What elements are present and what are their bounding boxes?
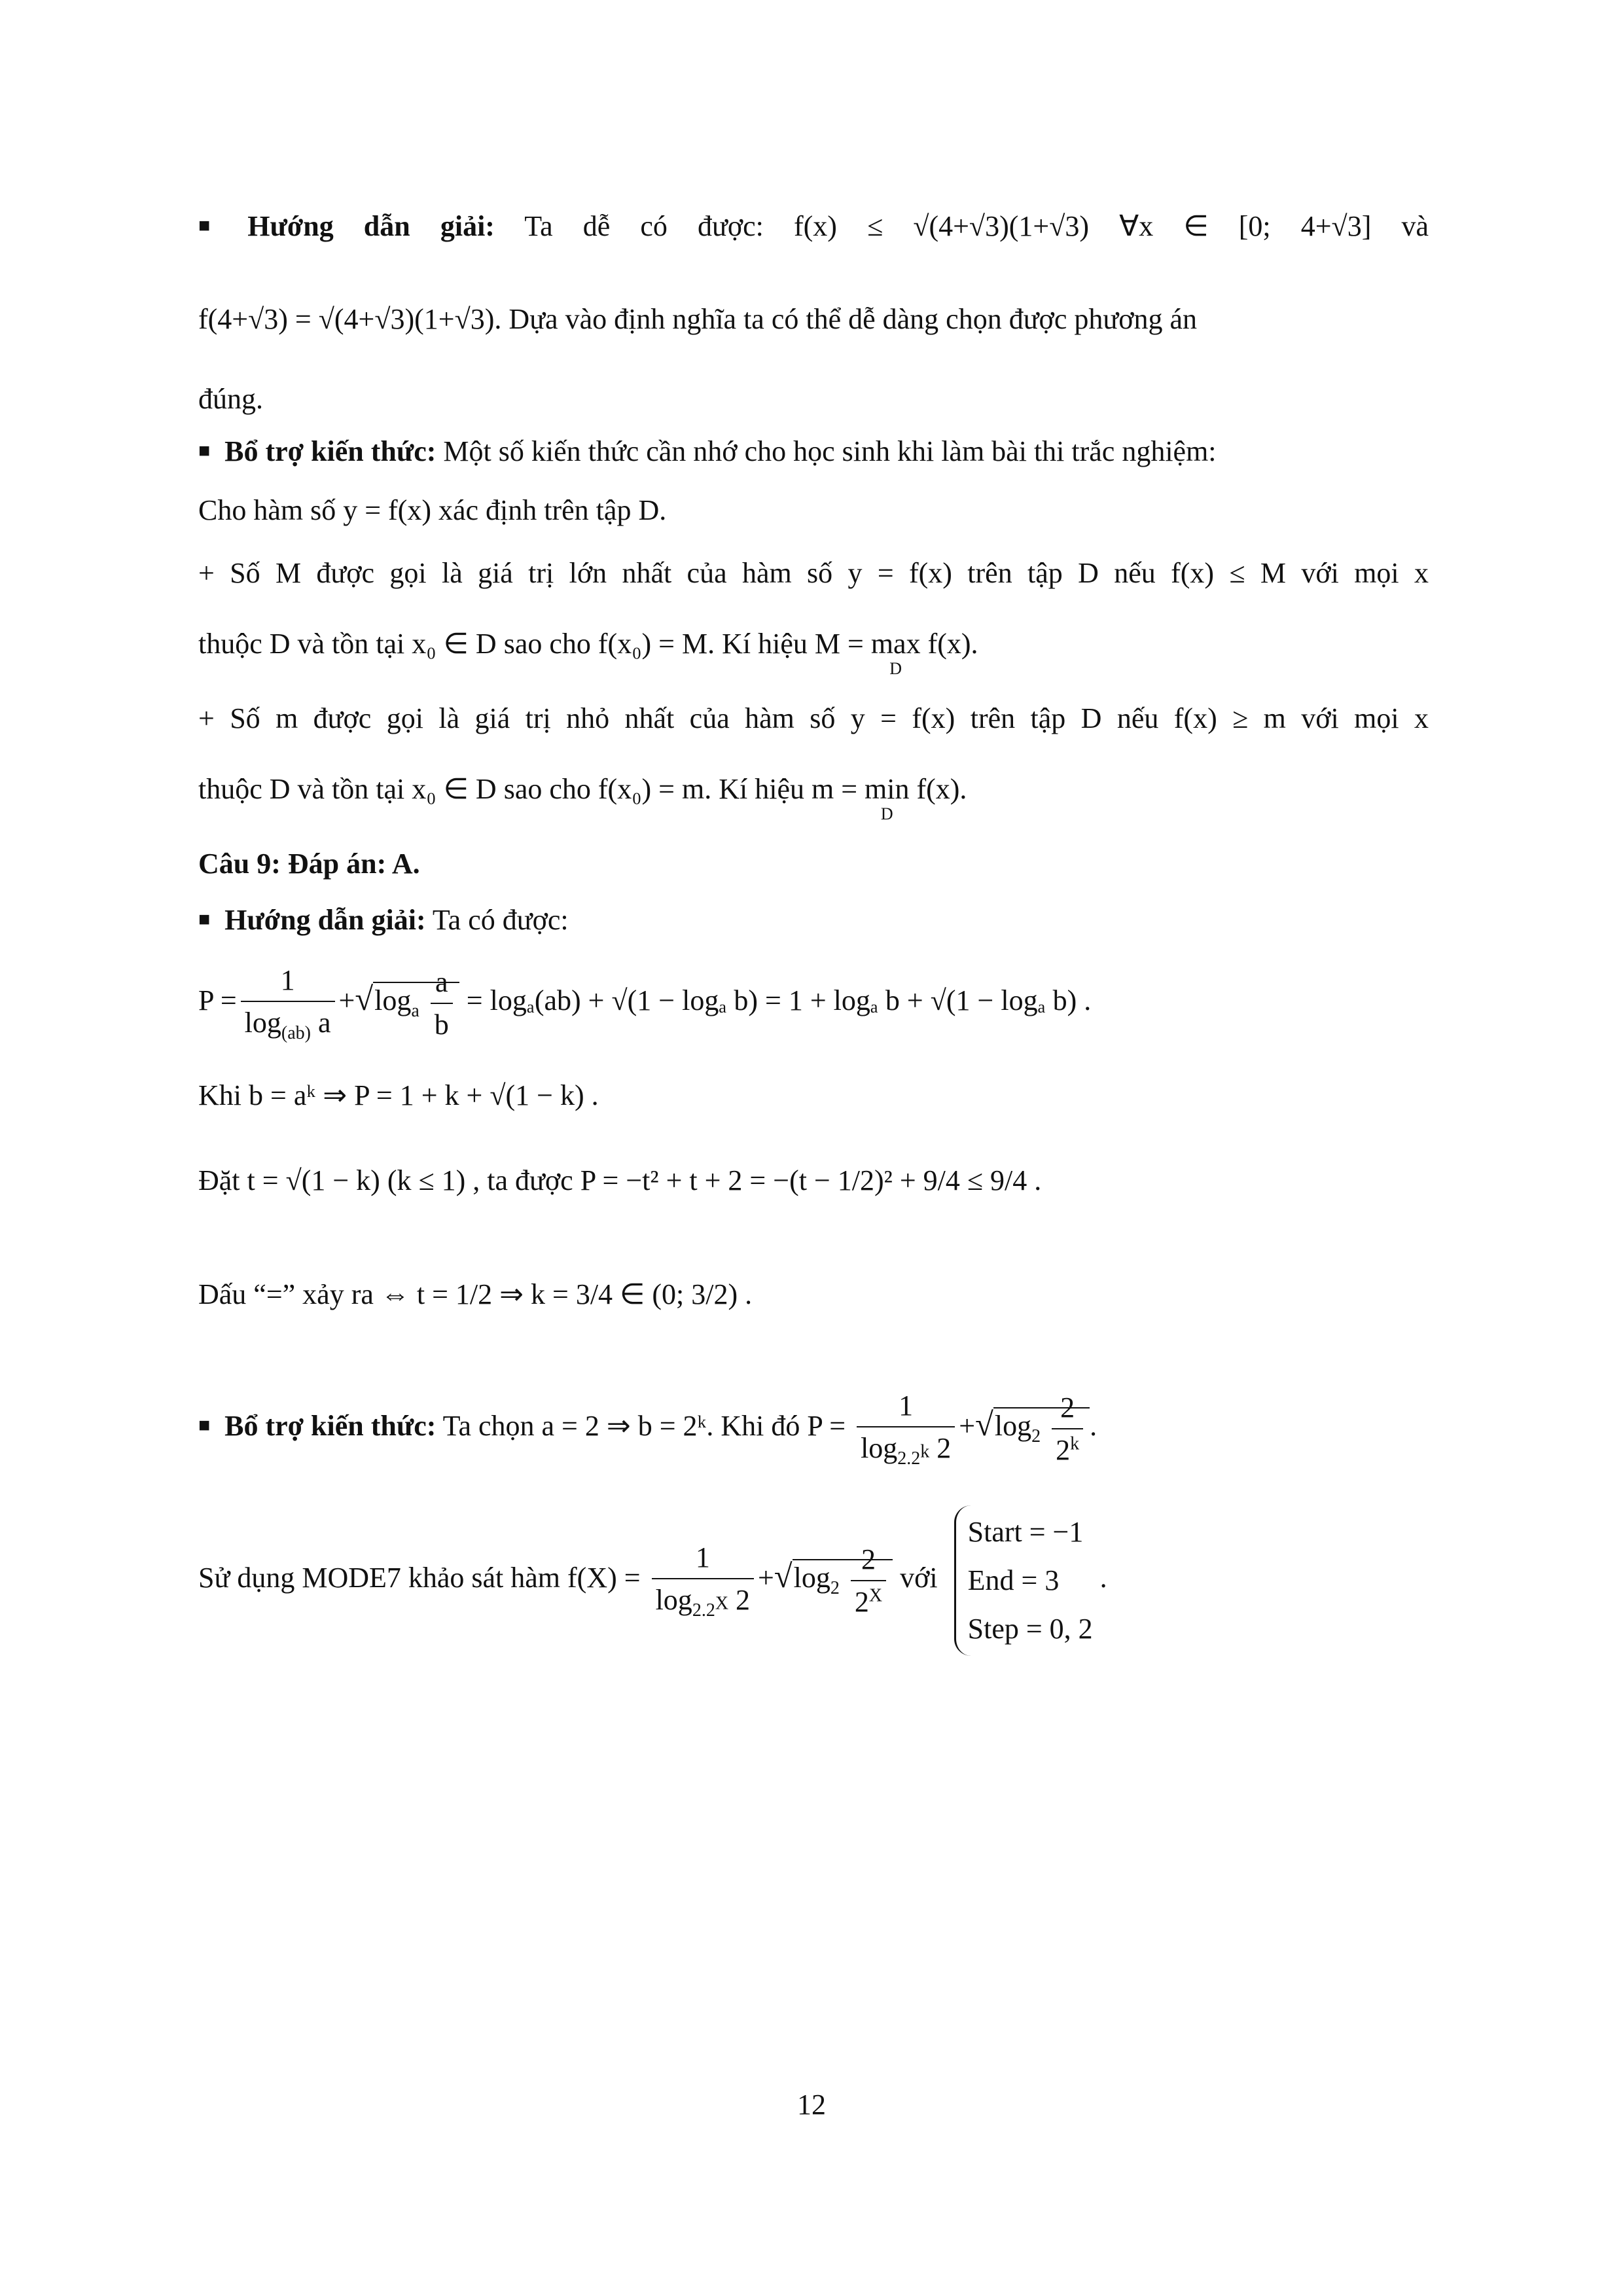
max-operator — [870, 626, 921, 678]
hd1-line1 — [198, 208, 1429, 244]
dau-line: Dấu “=” xảy ra ⇔ t = 1/2 ⇒ k = 3/4 ∈ (0; 3/2) . — [198, 1278, 753, 1310]
hd2-text: Ta có được: — [432, 904, 569, 936]
cau9-heading: Câu 9: Đáp án: A. — [198, 848, 420, 880]
mode7-voi: với — [900, 1562, 938, 1594]
p-expr-tail: = logₐ(ab) + √(1 − logₐ b) = 1 + logₐ b + √(1 − logₐ b) . — [466, 984, 1092, 1016]
p-frac: $\frac{1}{\log_{(ab)} a}$ — [241, 962, 335, 1045]
khi-line: Khi b = aᵏ ⇒ P = 1 + k + √(1 − k) . — [198, 1079, 599, 1111]
max-op: max — [870, 628, 921, 660]
bt1-max-line1: + Số M được gọi là giá trị lớn nhất của hàm số y = f(x) trên tập D nếu f(x) ≤ M với mọi x — [198, 557, 1429, 589]
hd2-label: Hướng dẫn giải: — [224, 904, 426, 936]
bt1-line2: Cho hàm số y = f(x) xác định trên tập D. — [198, 494, 667, 526]
min-tail: f(x). — [909, 773, 967, 805]
mode7-text: Sử dụng MODE7 khảo sát hàm f(X) = — [198, 1562, 648, 1594]
bt2-frac: $\frac{1}{\log_{2.2^k} 2}$ — [857, 1388, 955, 1470]
bullet-icon: ■ — [198, 440, 211, 461]
bt2-tail: . — [1090, 1410, 1097, 1442]
bt2-text: Ta chọn a = 2 ⇒ b = 2ᵏ. Khi đó P = — [442, 1410, 853, 1442]
bt2-sqrt: $√\log_2$ $\frac{2}{2^k}$ — [975, 1390, 1090, 1468]
dat-a: Đặt t = √(1 − k) (k ≤ 1) , ta được P = −t² + t + 2 = − — [198, 1164, 790, 1196]
bt2-label: Bổ trợ kiến thức: — [224, 1410, 437, 1442]
bt1-max-line2 — [198, 626, 1429, 678]
bt1-min-line1: + Số m được gọi là giá trị nhỏ nhất của hàm số y = f(x) trên tập D nếu f(x) ≥ m với mọi x — [198, 702, 1429, 734]
mode7-start: Start = −1 — [967, 1516, 1084, 1548]
p-formula: P = $\frac{1}{\log_{(ab)} a}$ $+√\log_a$ $\frac{a}{b}$ = logₐ(ab) + √(1 − logₐ b) = 1 + logₐ b + √(1 − logₐ b) . — [198, 962, 1429, 1045]
dat-line — [198, 1162, 1429, 1198]
mode7-end: End = 3 — [967, 1564, 1060, 1596]
page-number: 12 — [797, 2089, 826, 2121]
min-text: thuộc D và tồn tại x₀ ∈ D sao cho f(x₀) = m. Kí hiệu m = — [198, 773, 865, 805]
bt1-min-line2 — [198, 771, 1429, 823]
hd1-line3: đúng. — [198, 383, 263, 415]
min-sub: D — [880, 804, 893, 823]
mode7-cases — [954, 1505, 1093, 1656]
bullet-icon: ■ — [198, 1414, 211, 1436]
bullet-icon: ■ — [198, 215, 234, 236]
bt1-text: Một số kiến thức cần nhớ cho học sinh khi làm bài thi trắc nghiệm: — [443, 435, 1217, 467]
hd1-label: Hướng dẫn giải: — [247, 210, 495, 242]
max-text: thuộc D và tồn tại x₀ ∈ D sao cho f(x₀) = M. Kí hiệu M = — [198, 628, 871, 660]
mode7-frac: $\frac{1}{\log_{2.2^X} 2}$ — [652, 1539, 754, 1622]
min-operator — [865, 771, 910, 823]
bullet-icon: ■ — [198, 908, 211, 930]
dat-b: (t − 1/2)² + 9/4 ≤ 9/4 . — [789, 1164, 1042, 1196]
hd1-text2: . Dựa vào định nghĩa ta có thể dễ dàng chọn được phương án — [494, 303, 1197, 335]
min-op: min — [865, 773, 910, 805]
p-sqrt: $√\log_a$ $\frac{a}{b}$ — [355, 964, 459, 1043]
hd2-line1 — [198, 902, 1429, 938]
hd1-formula: f(x) ≤ √(4+√3)(1+√3) ∀x ∈ [0; 4+√3] — [794, 210, 1372, 242]
bt1-line1 — [198, 433, 1429, 469]
hd1-line2 — [198, 301, 1429, 337]
p-eq-lhs: P = — [198, 984, 237, 1016]
max-sub: D — [889, 659, 902, 678]
mode7-tail: . — [1099, 1562, 1107, 1594]
bt2-line: ■ Bổ trợ kiến thức: Ta chọn a = 2 ⇒ b = 2ᵏ. Khi đó P = $\frac{1}{\log_{2.2^k} 2}$ $+√\log_2$ $\frac{2}{2^k}$ . — [198, 1388, 1429, 1470]
max-tail: f(x). — [920, 628, 978, 660]
hd1-formula2: f(4+√3) = √(4+√3)(1+√3) — [198, 303, 495, 335]
hd1-intro: Ta dễ có được: — [524, 210, 764, 242]
mode7-line: Sử dụng MODE7 khảo sát hàm f(X) = $\frac{1}{\log_{2.2^X} 2}$ $+√\log_2$ $\frac{2}{2^X}$ với Start = −1 End = 3 Step = 0, 2 . — [198, 1505, 1429, 1656]
mode7-sqrt: $√\log_2$ $\frac{2}{2^X}$ — [774, 1541, 893, 1620]
bt1-label: Bổ trợ kiến thức: — [224, 435, 437, 467]
hd1-and: và — [1401, 210, 1429, 242]
mode7-step: Step = 0, 2 — [967, 1613, 1093, 1645]
